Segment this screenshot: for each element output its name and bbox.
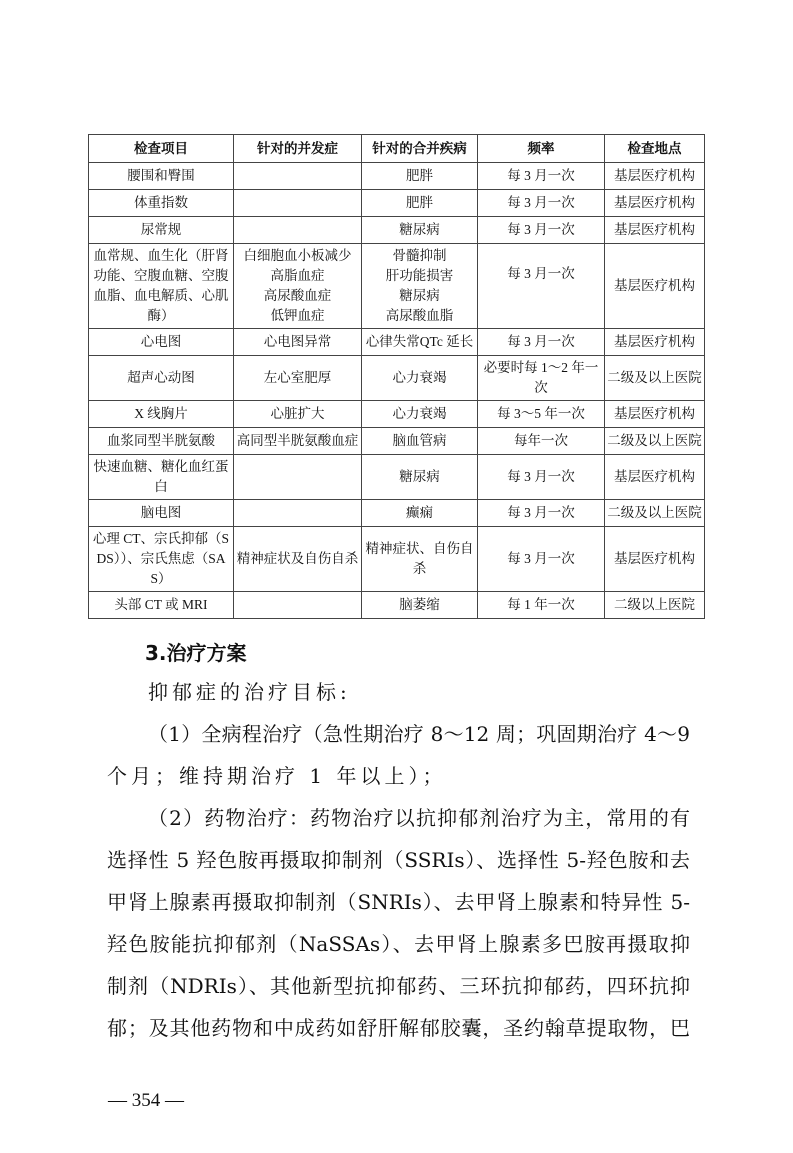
table-cell: 血常规、血生化（肝肾功能、空腹血糖、空腹血脂、血电解质、心肌酶） <box>89 244 234 329</box>
exam-table <box>88 134 705 619</box>
table-cell: 脑萎缩 <box>362 592 478 619</box>
table-row <box>89 455 705 500</box>
table-cell <box>234 217 362 244</box>
table-cell: 每 3～5 年一次 <box>478 401 605 428</box>
table-cell: 每 3 月一次 <box>478 163 605 190</box>
table-cell: 心理 CT、宗氏抑郁（SDS））、宗氏焦虑（SAS） <box>89 527 234 592</box>
table-cell: 尿常规 <box>89 217 234 244</box>
table-cell: 每 3 月一次 <box>478 244 605 329</box>
table-cell: 基层医疗机构 <box>605 244 705 329</box>
body-text-line: 制剂（NDRIs）、其他新型抗抑郁药、三环抗抑郁药，四环抗抑 <box>107 974 690 998</box>
table-cell <box>234 455 362 500</box>
table-cell: 骨髓抑制 肝功能损害 糖尿病 高尿酸血脂 <box>362 244 478 329</box>
table-cell: 每 3 月一次 <box>478 217 605 244</box>
body-text-line: 郁；及其他药物和中成药如舒肝解郁胶囊，圣约翰草提取物，巴 <box>107 1016 690 1040</box>
table-cell: 血浆同型半胱氨酸 <box>89 428 234 455</box>
table-cell: 脑血管病 <box>362 428 478 455</box>
table-cell: 每 3 月一次 <box>478 455 605 500</box>
table-row <box>89 356 705 401</box>
table-cell: 白细胞血小板减少 高脂血症 高尿酸血症 低钾血症 <box>234 244 362 329</box>
table-cell: 基层医疗机构 <box>605 163 705 190</box>
table-cell: 每 3 月一次 <box>478 500 605 527</box>
table-cell: 脑电图 <box>89 500 234 527</box>
body-text-line: 个月；维持期治疗 1 年以上）； <box>107 764 447 788</box>
table-cell: 精神症状及自伤自杀 <box>234 527 362 592</box>
table-cell: 头部 CT 或 MRI <box>89 592 234 619</box>
body-text-line: （2）药物治疗：药物治疗以抗抑郁剂治疗为主，常用的有 <box>148 806 690 830</box>
table-cell: 心力衰竭 <box>362 356 478 401</box>
table-cell: 左心室肥厚 <box>234 356 362 401</box>
table-cell: 心电图 <box>89 329 234 356</box>
table-cell: 糖尿病 <box>362 217 478 244</box>
table-cell: 基层医疗机构 <box>605 527 705 592</box>
table-cell: 二级及以上医院 <box>605 428 705 455</box>
table-cell: 基层医疗机构 <box>605 190 705 217</box>
table-cell: 体重指数 <box>89 190 234 217</box>
body-text-line: 甲肾上腺素再摄取抑制剂（SNRIs）、去甲肾上腺素和特异性 5- <box>107 890 690 914</box>
table-cell: 二级及以上医院 <box>605 500 705 527</box>
page-content <box>0 134 793 1153</box>
table-cell: 超声心动图 <box>89 356 234 401</box>
column-header: 针对的并发症 <box>234 135 362 163</box>
column-header: 检查项目 <box>89 135 234 163</box>
table-cell: 糖尿病 <box>362 455 478 500</box>
table-cell: 快速血糖、糖化血红蛋白 <box>89 455 234 500</box>
body-text-line: 选择性 5 羟色胺再摄取抑制剂（SSRIs）、选择性 5-羟色胺和去 <box>107 848 690 872</box>
table-cell <box>234 592 362 619</box>
body-text-line: 抑郁症的治疗目标: <box>148 680 351 704</box>
table-row <box>89 244 705 329</box>
table-row <box>89 500 705 527</box>
table-cell: 每 3 月一次 <box>478 190 605 217</box>
table-row <box>89 329 705 356</box>
body-text-line: （1）全病程治疗（急性期治疗 8～12 周；巩固期治疗 4～9 <box>148 722 690 746</box>
column-header: 针对的合并疾病 <box>362 135 478 163</box>
column-header: 频率 <box>478 135 605 163</box>
column-header: 检查地点 <box>605 135 705 163</box>
page-number: — 354 — <box>108 1090 184 1111</box>
section-heading: 3.治疗方案 <box>145 641 247 665</box>
table-header <box>89 135 705 163</box>
table-cell: 每 3 月一次 <box>478 527 605 592</box>
body-text-line: 羟色胺能抗抑郁剂（NaSSAs）、去甲肾上腺素多巴胺再摄取抑 <box>107 932 690 956</box>
table-row <box>89 217 705 244</box>
table-cell: 每 1 年一次 <box>478 592 605 619</box>
table-row <box>89 163 705 190</box>
table-cell: 高同型半胱氨酸血症 <box>234 428 362 455</box>
table-cell: 心脏扩大 <box>234 401 362 428</box>
table-cell <box>234 500 362 527</box>
table-row <box>89 527 705 592</box>
body-text <box>107 671 690 1049</box>
table-cell: 腰围和臀围 <box>89 163 234 190</box>
table-cell: 每年一次 <box>478 428 605 455</box>
table-cell: 精神症状、自伤自杀 <box>362 527 478 592</box>
table-cell: 癫痫 <box>362 500 478 527</box>
table-cell: X 线胸片 <box>89 401 234 428</box>
table-cell: 肥胖 <box>362 190 478 217</box>
table-cell: 心电图异常 <box>234 329 362 356</box>
table-cell: 基层医疗机构 <box>605 217 705 244</box>
table-row <box>89 428 705 455</box>
table-cell: 心力衰竭 <box>362 401 478 428</box>
table-cell: 基层医疗机构 <box>605 329 705 356</box>
table-cell <box>234 190 362 217</box>
table-row <box>89 401 705 428</box>
table-cell <box>234 163 362 190</box>
table-cell: 每 3 月一次 <box>478 329 605 356</box>
table-row <box>89 190 705 217</box>
table-cell: 二级及以上医院 <box>605 356 705 401</box>
table-cell: 肥胖 <box>362 163 478 190</box>
table-cell: 基层医疗机构 <box>605 455 705 500</box>
table-cell: 心律失常QTc 延长 <box>362 329 478 356</box>
table-cell: 基层医疗机构 <box>605 401 705 428</box>
table-row <box>89 592 705 619</box>
table-cell: 必要时每 1～2 年一次 <box>478 356 605 401</box>
table-cell: 二级以上医院 <box>605 592 705 619</box>
